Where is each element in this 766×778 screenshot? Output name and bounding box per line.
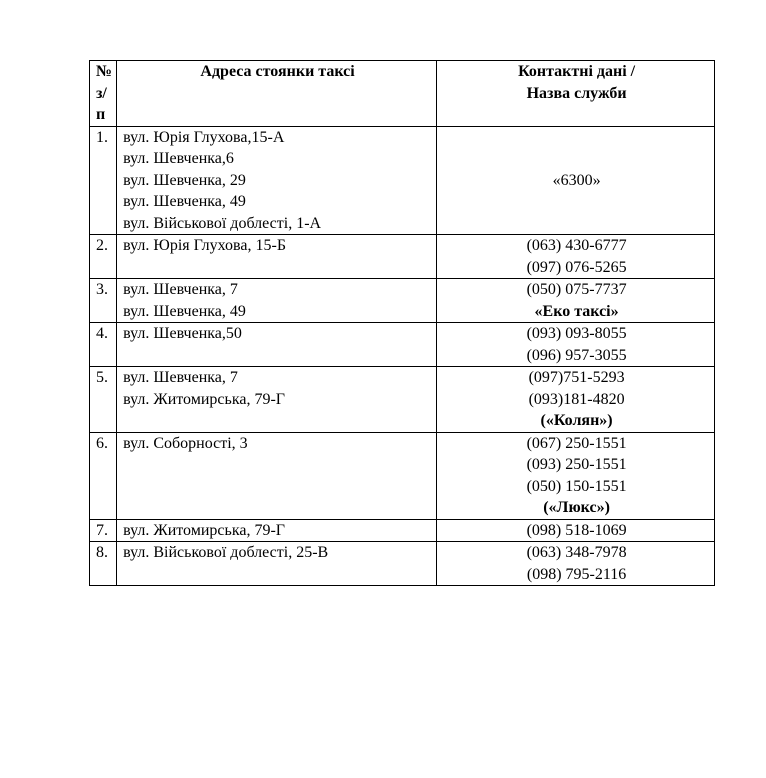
phone-number: (098) 518-1069 — [526, 521, 627, 539]
address-line: вул. Юрія Глухова, 15-Б — [123, 237, 286, 254]
address-line: вул. Соборності, 3 — [123, 434, 248, 452]
header-number-line: з/п — [96, 84, 107, 123]
row-contacts — [437, 519, 715, 542]
phone-number: (097) 076-5265 — [526, 258, 627, 276]
table-row — [90, 432, 715, 519]
header-contact-line: Назва служби — [526, 84, 627, 102]
phone-number: (096) 957-3055 — [526, 346, 627, 364]
row-addresses — [117, 519, 437, 542]
service-name: («Люкс») — [543, 499, 610, 516]
address-line: вул. Житомирська, 79-Г — [123, 521, 286, 539]
phone-number: (097)751-5293 — [528, 369, 625, 386]
phone-number: (093) 093-8055 — [526, 325, 627, 342]
service-name: («Колян») — [540, 412, 613, 429]
address-line: вул. Житомирська, 79-Г — [123, 390, 286, 408]
service-name: «Еко таксі» — [534, 302, 619, 320]
row-contacts — [437, 279, 715, 323]
phone-number: (098) 795-2116 — [526, 565, 627, 583]
address-line: вул. Військової доблесті, 1-А — [123, 214, 322, 232]
table-row — [90, 235, 715, 279]
row-addresses — [117, 235, 437, 279]
row-contacts — [437, 432, 715, 519]
table-header-row — [90, 61, 715, 127]
header-contact — [437, 61, 715, 127]
phone-number: (050) 075-7737 — [526, 281, 627, 298]
row-addresses — [117, 542, 437, 586]
row-number: 8. — [90, 542, 117, 586]
phone-number: (063) 348-7978 — [526, 544, 627, 561]
row-number: 3. — [90, 279, 117, 323]
phone-number: (093) 250-1551 — [526, 456, 627, 473]
row-addresses — [117, 323, 437, 367]
address-line: вул. Юрія Глухова,15-А — [123, 128, 285, 146]
row-addresses — [117, 432, 437, 519]
service-name: «6300» — [552, 171, 601, 189]
address-line: вул. Військової доблесті, 25-В — [123, 544, 329, 561]
header-contact-line: Контактні дані / — [518, 63, 636, 80]
row-number: 7. — [90, 519, 117, 542]
row-addresses — [117, 126, 437, 235]
row-contacts — [437, 542, 715, 586]
table-row — [90, 519, 715, 542]
row-number: 6. — [90, 432, 117, 519]
phone-number: (093)181-4820 — [528, 390, 625, 408]
row-contacts — [437, 323, 715, 367]
address-line: вул. Шевченка, 49 — [123, 193, 246, 210]
header-number-line: № — [96, 63, 113, 80]
address-line: вул. Шевченка, 7 — [123, 369, 238, 386]
address-line: вул. Шевченка, 7 — [123, 281, 238, 298]
address-line: вул. Шевченка,6 — [123, 150, 234, 167]
row-addresses — [117, 279, 437, 323]
table-row — [90, 542, 715, 586]
phone-number: (050) 150-1551 — [526, 477, 627, 495]
taxi-stands-table — [89, 60, 715, 586]
header-address: Адреса стоянки таксі — [117, 61, 437, 127]
address-line: вул. Шевченка, 49 — [123, 302, 246, 320]
row-contacts — [437, 367, 715, 433]
row-addresses — [117, 367, 437, 433]
header-number — [90, 61, 117, 127]
row-contacts — [437, 126, 715, 235]
table-row — [90, 323, 715, 367]
row-number: 4. — [90, 323, 117, 367]
row-number: 1. — [90, 126, 117, 235]
table-row — [90, 279, 715, 323]
table-row — [90, 367, 715, 433]
table-body — [90, 126, 715, 586]
table-row — [90, 126, 715, 235]
phone-number: (067) 250-1551 — [526, 434, 627, 452]
row-number: 5. — [90, 367, 117, 433]
address-line: вул. Шевченка,50 — [123, 325, 242, 342]
row-contacts — [437, 235, 715, 279]
phone-number: (063) 430-6777 — [526, 237, 627, 254]
row-number: 2. — [90, 235, 117, 279]
address-line: вул. Шевченка, 29 — [123, 171, 246, 189]
